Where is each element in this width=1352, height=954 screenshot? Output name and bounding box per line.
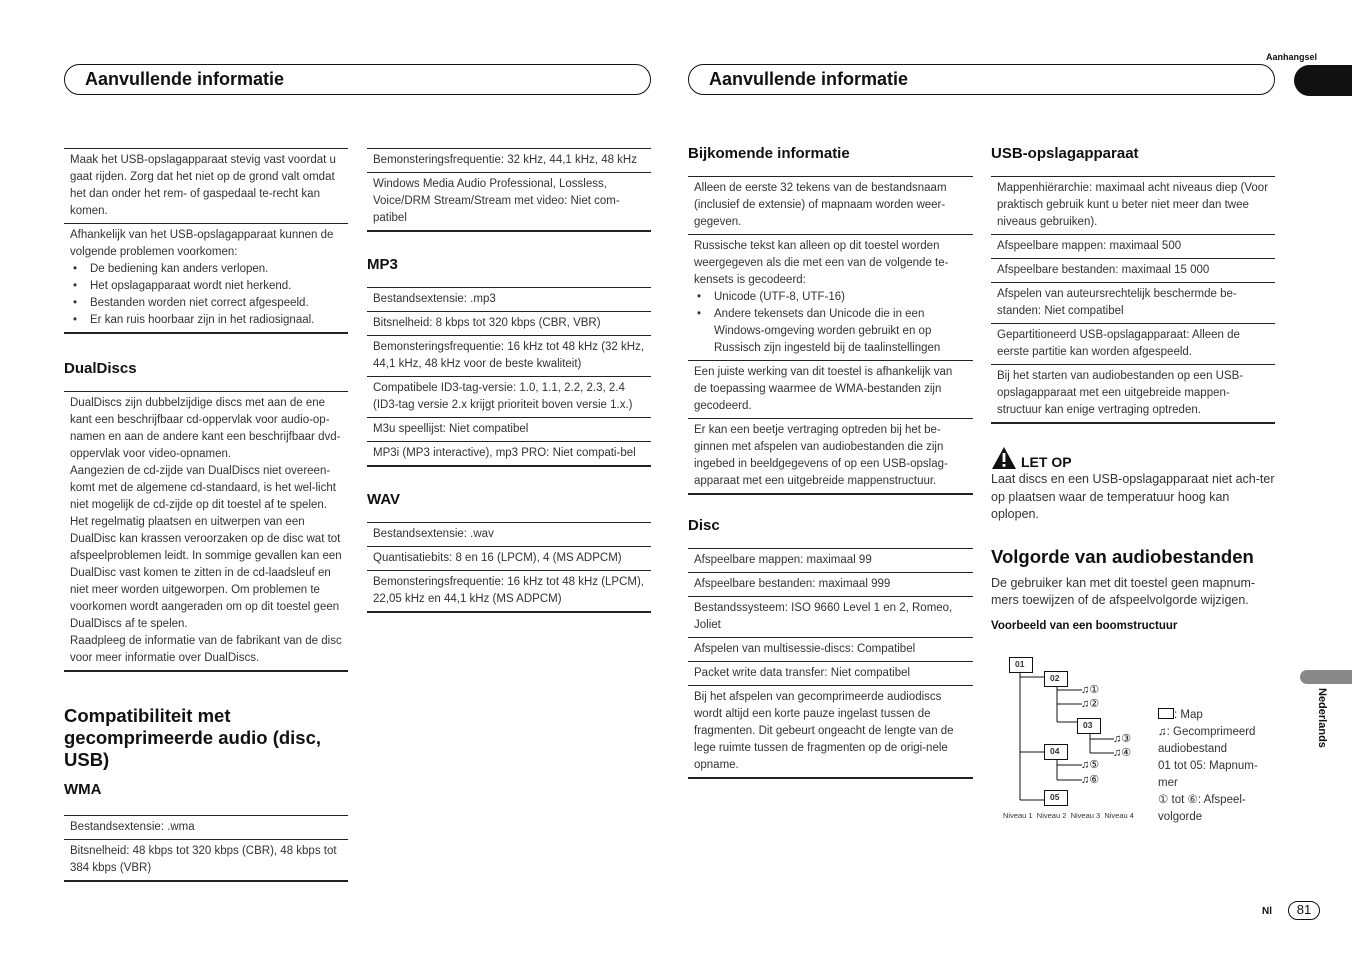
table-row <box>991 177 1275 234</box>
wma-table <box>64 815 348 882</box>
track-item: ♫① <box>1081 684 1100 696</box>
disc-table <box>688 548 973 779</box>
table-row <box>367 288 651 311</box>
table-row <box>367 570 651 611</box>
row-text: Packet write data transfer: Niet compatibel <box>694 667 911 679</box>
warning-icon <box>991 446 1017 470</box>
extra-info-table <box>688 176 973 495</box>
table-row <box>367 376 651 417</box>
bullet-item: • Het opslagapparaat wordt niet herkend. <box>70 278 342 295</box>
row-text: Gepartitioneerd USB-opslagapparaat: Alleen de eerste partitie kan worden afgespeeld. <box>997 329 1240 358</box>
table-row <box>991 258 1275 282</box>
table-row <box>991 364 1275 422</box>
row-text: Raadpleeg de informatie van de fabrikant van de disc voor meer informatie over DualDiscs. <box>70 635 342 664</box>
table-row <box>367 546 651 570</box>
caution-label: LET OP <box>1021 454 1072 470</box>
bullet-item: • De bediening kan anders verlopen. <box>70 261 342 278</box>
row-text: Het regelmatig plaatsen en uitwerpen van een DualDisc kan krassen veroorzaken op de disc wat tot afspeelproblemen leidt. In sommige gevallen kan een DualDisc vast komen te zitten in de cd-laadsleuf en niet meer worden uitgeworpen. Om problemen te voorkomen wordt aangeraden om op dit toestel geen DualDiscs af te spelen. <box>70 516 342 630</box>
folder-label: 01 <box>1015 659 1025 669</box>
table-row <box>688 596 973 637</box>
footer-lang: Nl <box>1262 906 1272 917</box>
folder-label: 05 <box>1050 792 1060 802</box>
row-text: Aangezien de cd-zijde van DualDiscs niet overeen-komt met de algemene cd-standaard, is het wel-licht niet mogelijk de cd-zijde op dit toestel af te spelen. <box>70 465 336 511</box>
table-row <box>688 685 973 777</box>
appendix-label: Aanhangsel <box>1266 52 1318 62</box>
wav-heading: WAV <box>367 491 401 508</box>
table-row <box>688 177 973 234</box>
row-text: Russische tekst kan alleen op dit toestel worden weergegeven als die met een van de volgende te-kensets is gecodeerd: <box>694 240 949 286</box>
row-text: Bemonsteringsfrequentie: 16 kHz tot 48 kHz (32 kHz, 44,1 kHz, 48 kHz voor de beste kwaliteit) <box>373 341 645 370</box>
row-text: Bestandsextensie: .wma <box>70 821 195 833</box>
wav-table <box>367 522 651 613</box>
usb-notes-table <box>64 148 348 334</box>
table-row <box>688 661 973 685</box>
table-row <box>688 234 973 360</box>
table-row <box>367 441 651 465</box>
row-text: Bitsnelheid: 8 kbps tot 320 kbps (CBR, VBR) <box>373 317 601 329</box>
header-black-tab <box>1294 65 1352 96</box>
row-text: Quantisatiebits: 8 en 16 (LPCM), 4 (MS ADPCM) <box>373 552 622 564</box>
wma-heading: WMA <box>64 781 102 798</box>
table-row <box>64 816 348 839</box>
column-4 <box>991 145 1275 632</box>
track-item: ♫⑥ <box>1081 774 1100 786</box>
mp3-heading: MP3 <box>367 256 398 273</box>
folder-label: 04 <box>1050 746 1060 756</box>
mp3-table <box>367 287 651 467</box>
column-3 <box>688 145 973 779</box>
bullet-list <box>694 289 967 357</box>
row-text: M3u speellijst: Niet compatibel <box>373 423 529 435</box>
row-text: Bemonsteringsfrequentie: 32 kHz, 44,1 kHz, 48 kHz <box>373 154 637 166</box>
row-text: Bij het starten van audiobestanden op een USB-opslagapparaat met een uitgebreide mappen-structuur kan enige vertraging optreden. <box>997 370 1244 416</box>
bullet-item: • Bestanden worden niet correct afgespeeld. <box>70 295 342 312</box>
table-row <box>991 234 1275 258</box>
legend-file: ♫: Gecomprimeerd audiobestand <box>1158 726 1256 755</box>
table-row <box>688 572 973 596</box>
disc-heading: Disc <box>688 517 720 534</box>
table-row <box>64 149 348 223</box>
column-1 <box>64 148 348 882</box>
row-text: Bestandssysteem: ISO 9660 Level 1 en 2, Romeo, Joliet <box>694 602 953 631</box>
row-text: Afspeelbare bestanden: maximaal 15 000 <box>997 264 1210 276</box>
folder-icon <box>1158 708 1174 719</box>
music-note-icon: ♫ <box>1158 726 1167 738</box>
table-row <box>367 149 651 172</box>
legend-folders-range: 01 tot 05: Mapnum-mer <box>1158 760 1258 789</box>
music-note-icon: ♫ <box>1113 747 1122 759</box>
level-label: Niveau 1 <box>1003 811 1033 820</box>
legend-tracks-range: ① tot ⑥: Afspeel-volgorde <box>1158 794 1246 823</box>
table-row <box>688 418 973 493</box>
row-text: Afspelen van multisessie-discs: Compatibel <box>694 643 916 655</box>
row-text: Compatibele ID3-tag-versie: 1.0, 1.1, 2.2, 2.3, 2.4 (ID3-tag versie 2.x krijgt prioriteit boven versie 1.x.) <box>373 382 633 411</box>
usb-table <box>991 176 1275 424</box>
table-row <box>367 172 651 230</box>
table-row <box>688 360 973 418</box>
row-text: Afspelen van auteursrechtelijk beschermde be-standen: Niet compatibel <box>997 288 1237 317</box>
order-text: De gebruiker kan met dit toestel geen mapnum-mers toewijzen of de afspeelvolgorde wijzigen. <box>991 575 1256 607</box>
row-text: Alleen de eerste 32 tekens van de bestandsnaam (inclusief de extensie) of mapnaam worden weer-gegeven. <box>694 182 947 228</box>
wma-continued-table <box>367 148 651 232</box>
caution-text: Laat discs en een USB-opslagapparaat niet ach-ter op plaatsen waar de temperatuur hoog kan oplopen. <box>991 472 1275 521</box>
caution-block <box>991 446 1275 524</box>
row-text: Afspeelbare bestanden: maximaal 999 <box>694 578 891 590</box>
extra-info-heading: Bijkomende informatie <box>688 145 850 162</box>
table-row <box>367 523 651 546</box>
table-row <box>991 323 1275 364</box>
music-note-icon: ♫ <box>1081 684 1090 696</box>
row-text: Bemonsteringsfrequentie: 16 kHz tot 48 kHz (LPCM), 22,05 kHz en 44,1 kHz (MS ADPCM) <box>373 576 645 605</box>
dualdiscs-heading: DualDiscs <box>64 360 137 377</box>
language-side-label: Nederlands <box>1316 688 1328 748</box>
track-item: ♫③ <box>1113 733 1132 745</box>
row-text: Windows Media Audio Professional, Lossless, Voice/DRM Stream/Stream met video: Niet com-patibel <box>373 178 620 224</box>
dualdiscs-table <box>64 391 348 672</box>
row-text: Mappenhiërarchie: maximaal acht niveaus diep (Voor praktisch gebruik kunt u beter niet meer dan twee niveaus gebruiken). <box>997 182 1269 228</box>
bullet-item: • Andere tekensets dan Unicode die in een Windows-omgeving worden gebruikt en op Russisch zijn ingesteld bij de taalinstellingen <box>694 306 967 357</box>
column-2 <box>367 148 651 613</box>
music-note-icon: ♫ <box>1081 698 1090 710</box>
table-row <box>367 335 651 376</box>
language-side-tab <box>1300 670 1352 684</box>
bullet-item: • Unicode (UTF-8, UTF-16) <box>694 289 967 306</box>
table-row <box>688 549 973 572</box>
row-text: Bestandsextensie: .wav <box>373 528 494 540</box>
table-row <box>64 839 348 880</box>
row-text: Bestandsextensie: .mp3 <box>373 293 496 305</box>
usb-heading: USB-opslagapparaat <box>991 145 1139 162</box>
table-row <box>64 392 348 670</box>
track-item: ♫④ <box>1113 747 1132 759</box>
tree-legend <box>1158 707 1270 826</box>
track-item: ♫② <box>1081 698 1100 710</box>
row-text: DualDiscs zijn dubbelzijdige discs met aan de ene kant een beschrijfbaar cd-oppervlak voor audio-op-namen en aan de andere kant een beschrijfbaar dvd-oppervlak voor video-opnamen. <box>70 397 341 460</box>
table-row <box>688 637 973 661</box>
bullet-list <box>70 261 342 329</box>
row-text: Maak het USB-opslagapparaat stevig vast voordat u gaat rijden. Zorg dat het niet op de grond valt omdat het dan onder het rem- of gaspedaal te-recht kan komen. <box>70 154 336 217</box>
row-text: Bij het afspelen van gecomprimeerde audiodiscs wordt altijd een korte pauze ingelast tussen de fragmenten. Dit gebeurt ongeacht de lengte van de lege ruimte tussen de fragmenten op de origi-nele opname. <box>694 691 954 771</box>
compat-heading: Compatibiliteit met gecomprimeerde audio (disc, USB) <box>64 705 322 770</box>
section-title-right: Aanvullende informatie <box>688 64 1275 95</box>
table-row <box>991 282 1275 323</box>
level-label: Niveau 4 <box>1104 811 1134 820</box>
order-heading: Volgorde van audiobestanden <box>991 545 1254 567</box>
music-note-icon: ♫ <box>1081 774 1090 786</box>
table-row <box>367 311 651 335</box>
level-label: Niveau 3 <box>1070 811 1101 820</box>
legend-map: : Map <box>1158 707 1270 724</box>
music-note-icon: ♫ <box>1081 759 1090 771</box>
music-note-icon: ♫ <box>1113 733 1122 745</box>
row-text: Bitsnelheid: 48 kbps tot 320 kbps (CBR), 48 kbps tot 384 kbps (VBR) <box>70 845 337 874</box>
table-row <box>367 417 651 441</box>
bullet-item: • Er kan ruis hoorbaar zijn in het radiosignaal. <box>70 312 342 329</box>
page-number: 81 <box>1288 901 1320 920</box>
level-label: Niveau 2 <box>1036 811 1067 820</box>
table-row <box>64 223 348 332</box>
row-text: MP3i (MP3 interactive), mp3 PRO: Niet compati-bel <box>373 447 636 459</box>
tree-levels <box>1003 811 1134 820</box>
row-text: Afspeelbare mappen: maximaal 500 <box>997 240 1182 252</box>
section-title-left: Aanvullende informatie <box>64 64 651 95</box>
row-text: Een juiste werking van dit toestel is afhankelijk van de toepassing waarmee de WMA-bestanden zijn gecodeerd. <box>694 366 953 412</box>
tree-heading: Voorbeeld van een boomstructuur <box>991 619 1178 632</box>
row-text: Afhankelijk van het USB-opslagapparaat kunnen de volgende problemen voorkomen: <box>70 229 334 258</box>
folder-label: 03 <box>1083 720 1093 730</box>
track-item: ♫⑤ <box>1081 759 1100 771</box>
folder-label: 02 <box>1050 673 1060 683</box>
row-text: Afspeelbare mappen: maximaal 99 <box>694 554 872 566</box>
row-text: Er kan een beetje vertraging optreden bij het be-ginnen met afspelen van audiobestanden die zijn ingebed in beeldgegevens of op een USB-opslag-apparaat met een uitgebreide mappenstructuur. <box>694 424 948 487</box>
